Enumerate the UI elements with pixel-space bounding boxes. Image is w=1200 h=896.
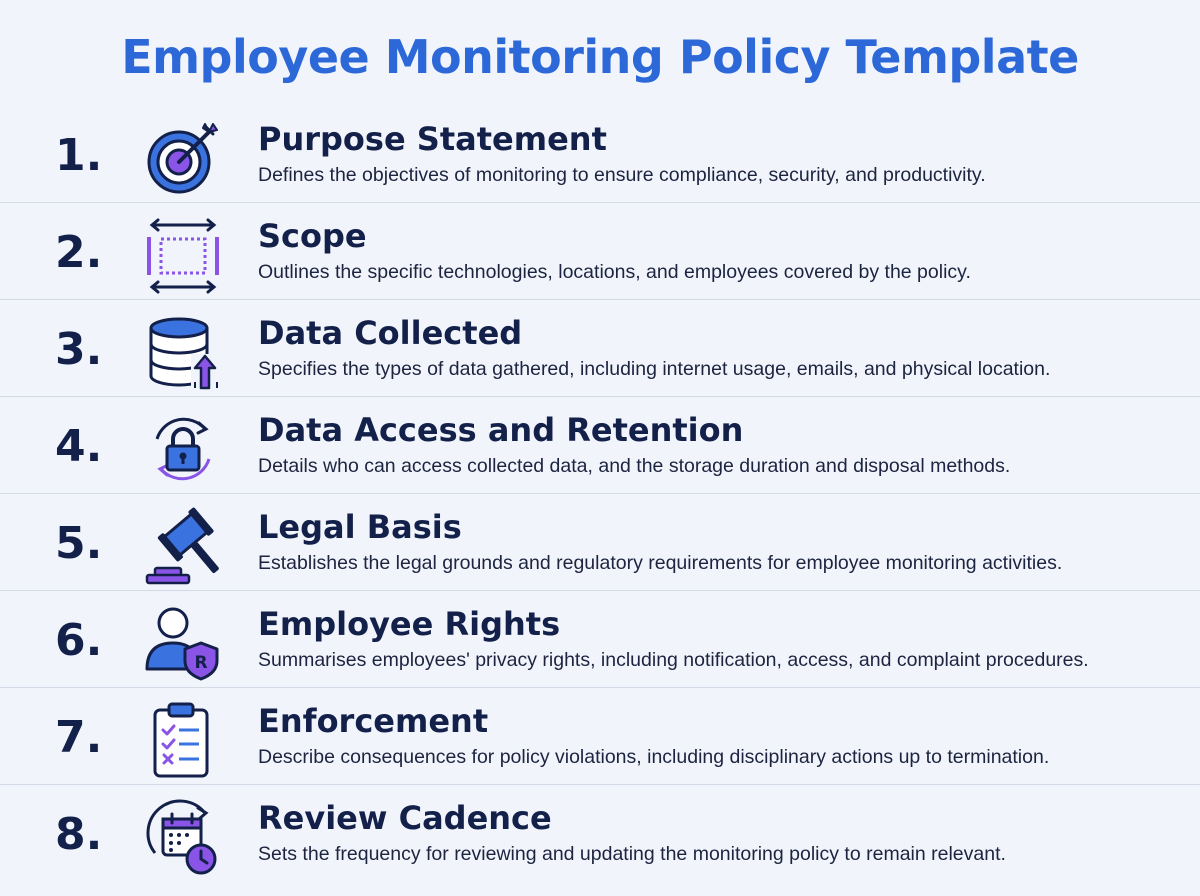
policy-item-scope — [0, 203, 1200, 300]
target-icon — [143, 118, 223, 198]
policy-item-data-collected — [0, 300, 1200, 397]
item-heading: Purpose Statement — [258, 120, 607, 158]
policy-item-purpose-statement — [0, 106, 1200, 203]
item-description: Details who can access collected data, and the storage duration and disposal methods. — [258, 455, 1011, 477]
item-number: 6. — [55, 615, 103, 666]
item-heading: Review Cadence — [258, 799, 552, 837]
item-number: 8. — [55, 809, 103, 860]
item-heading: Data Access and Retention — [258, 411, 744, 449]
item-heading: Legal Basis — [258, 508, 462, 546]
page-title: Employee Monitoring Policy Template — [121, 30, 1079, 84]
item-number: 2. — [55, 227, 103, 278]
item-number: 4. — [55, 421, 103, 472]
item-number: 5. — [55, 518, 103, 569]
item-heading: Data Collected — [258, 314, 523, 352]
policy-item-employee-rights — [0, 591, 1200, 688]
clipboard-checklist-icon — [143, 700, 223, 780]
item-number: 7. — [55, 712, 103, 763]
item-description: Establishes the legal grounds and regulatory requirements for employee monitoring activities. — [258, 552, 1063, 574]
item-description: Describe consequences for policy violations, including disciplinary actions up to termination. — [258, 746, 1050, 768]
item-number: 1. — [55, 130, 103, 181]
database-icon — [143, 312, 223, 392]
item-heading: Employee Rights — [258, 605, 561, 643]
lock-cycle-icon — [143, 409, 223, 489]
item-description: Specifies the types of data gathered, including internet usage, emails, and physical location. — [258, 358, 1051, 380]
policy-item-review-cadence — [0, 785, 1200, 882]
policy-item-enforcement — [0, 688, 1200, 785]
policy-item-data-access-retention — [0, 397, 1200, 494]
policy-item-legal-basis — [0, 494, 1200, 591]
svg-text:R: R — [194, 653, 208, 673]
policy-list — [0, 106, 1200, 882]
gavel-icon — [143, 506, 223, 586]
item-description: Defines the objectives of monitoring to ensure compliance, security, and productivity. — [258, 164, 986, 186]
item-heading: Enforcement — [258, 702, 489, 740]
item-description: Outlines the specific technologies, locations, and employees covered by the policy. — [258, 261, 971, 283]
scope-icon — [143, 215, 223, 295]
calendar-clock-icon — [143, 797, 223, 877]
item-description: Summarises employees' privacy rights, including notification, access, and complaint procedures. — [258, 649, 1089, 671]
user-shield-icon — [143, 603, 223, 683]
item-heading: Scope — [258, 217, 367, 255]
item-number: 3. — [55, 324, 103, 375]
item-description: Sets the frequency for reviewing and updating the monitoring policy to remain relevant. — [258, 843, 1006, 865]
